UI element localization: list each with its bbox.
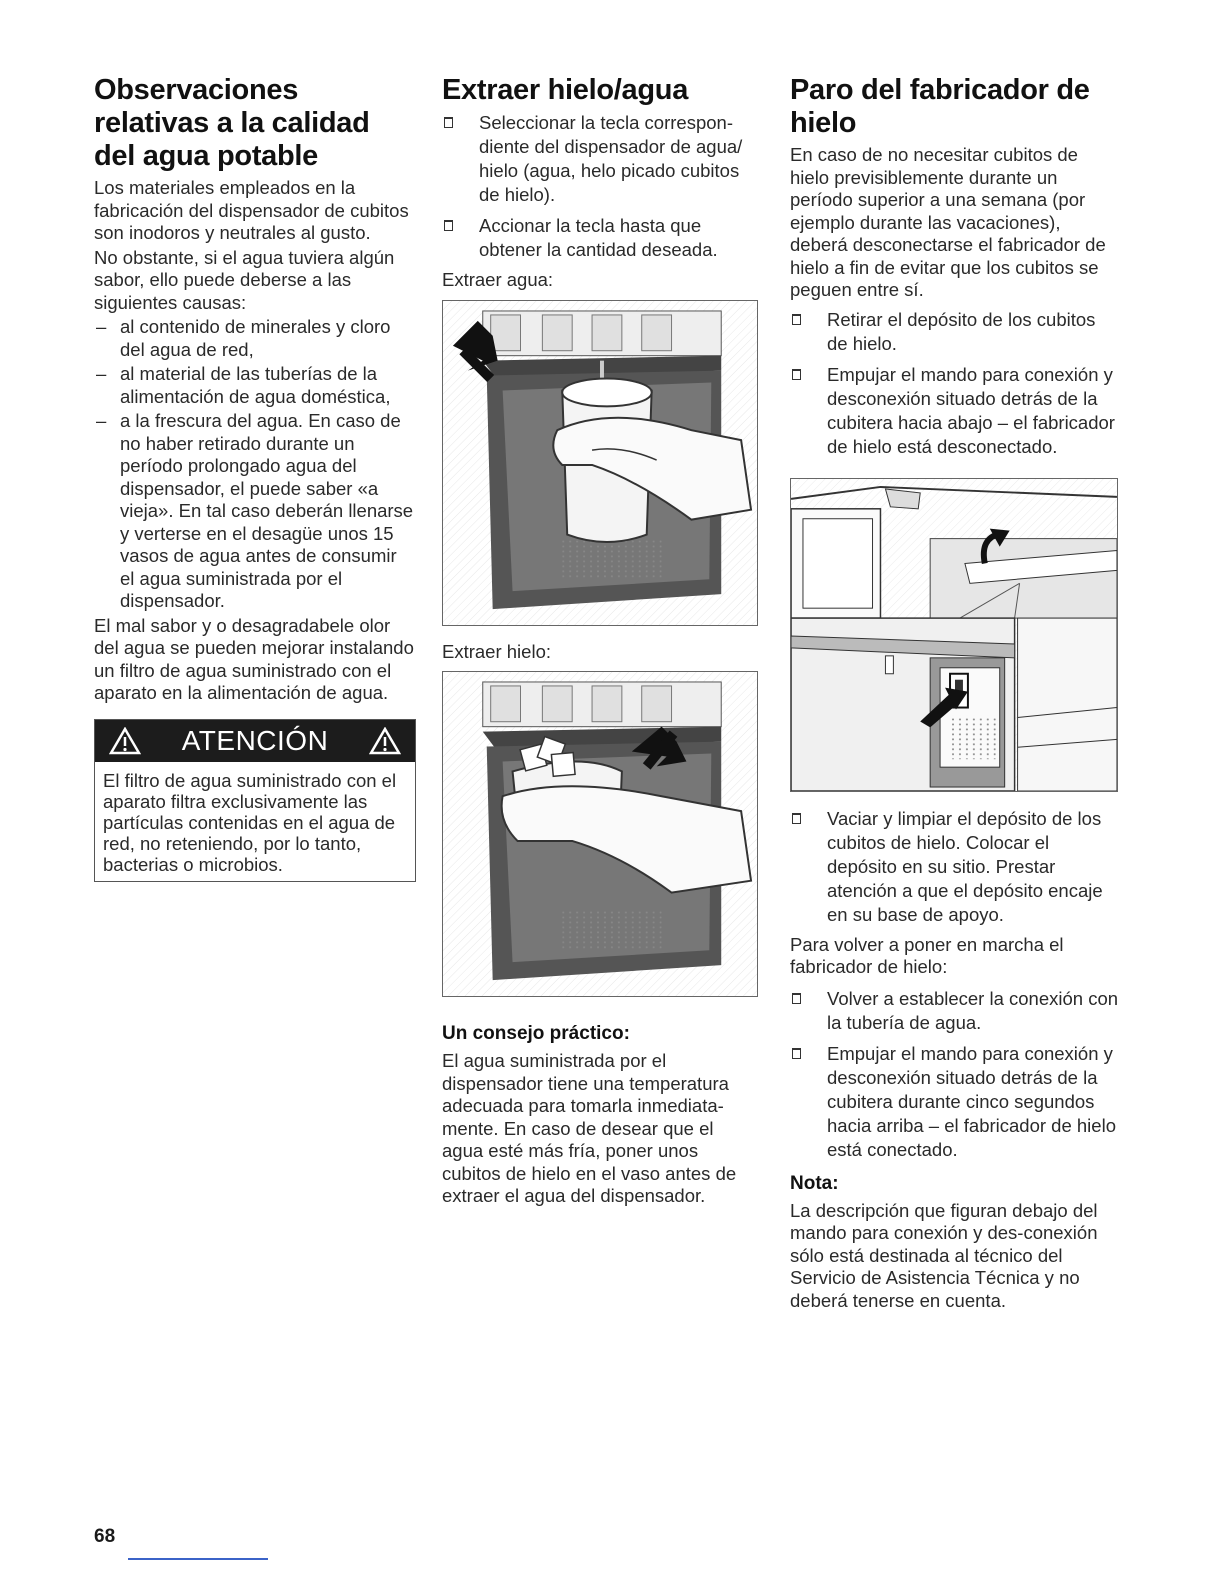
illustration-dispense-ice xyxy=(442,671,758,997)
checkbox-bullet-icon xyxy=(792,369,801,380)
note-text: La descripción que figuran debajo del mando para conexión y des-conexión sólo está destinada al técnico del Servicio de Asistencia Técnica y no deberá tenerse en cuenta. xyxy=(790,1199,1098,1311)
tip-text: El agua suministrada por el dispensador tiene una temperatura adecuada para tomarla inmediata-mente. En caso de desear que el agua esté más fría, poner unos cubitos de hielo en el vaso antes de extraer el agua del dispensador. xyxy=(442,1050,737,1206)
checkbox-bullet-icon xyxy=(444,117,453,128)
dash-marker: – xyxy=(96,316,107,337)
list-item: Vaciar y limpiar el depósito de los cubitos de hielo. Colocar el depósito en su sitio. Prestar atención a que el depósito encaje en su base de apoyo. xyxy=(790,807,1120,927)
list-item: – al contenido de minerales y cloro del agua de red, xyxy=(96,316,391,360)
paragraph-materials: Los materiales empleados en la fabricación del dispensador de cubitos son inodoros y neutrales al gusto. xyxy=(94,177,409,243)
checkbox-bullet-icon xyxy=(444,220,453,231)
column-icemaker-stop xyxy=(790,70,1120,1314)
list-item: Accionar la tecla hasta que obtener la cantidad deseada. xyxy=(442,214,758,262)
list-item: Volver a establecer la conexión con la tubería de agua. xyxy=(790,987,1120,1035)
dash-marker: – xyxy=(96,410,107,431)
dash-marker: – xyxy=(96,363,107,384)
section-title-dispense: Extraer hielo/agua xyxy=(442,74,689,106)
causes-list xyxy=(94,316,416,613)
illustration-dispense-water xyxy=(442,300,758,626)
paragraph-filter-improve: El mal sabor y o desagradabele olor del agua se pueden mejorar instalando un filtro de agua suministrado con el aparato en la alimentación de agua. xyxy=(94,614,414,703)
checkbox-bullet-icon xyxy=(792,993,801,1004)
warning-triangle-icon xyxy=(369,727,401,755)
warning-triangle-icon xyxy=(109,727,141,755)
restart-steps xyxy=(790,987,1120,1162)
footer-divider xyxy=(128,1558,268,1560)
tip-title: Un consejo práctico: xyxy=(442,1023,630,1044)
warning-title: ATENCIÓN xyxy=(181,724,329,756)
warning-box xyxy=(94,719,416,882)
illustration-icemaker-switch xyxy=(790,478,1118,792)
checkbox-bullet-icon xyxy=(792,314,801,325)
list-item: Retirar el depósito de los cubitos de hielo. xyxy=(790,308,1120,356)
dispense-steps xyxy=(442,111,758,262)
paragraph-vacation: En caso de no necesitar cubitos de hielo previsiblemente durante un período superior a una semana (por ejemplo durante las vacaciones), deberá desconectarse el fabricador de hielo a fin de evitar que los cubitos se peguen entre sí. xyxy=(790,144,1106,300)
label-extract-water: Extraer agua: xyxy=(442,269,554,290)
column-water-quality xyxy=(94,70,416,882)
clean-steps xyxy=(790,807,1120,927)
section-title-icemaker-stop: Paro del fabricador de hielo xyxy=(790,74,1090,139)
warning-text: El filtro de agua suministrado con el aparato filtra exclusivamente las partículas contenidas en el agua de red, no reteniendo, por lo tanto, bacterias o microbios. xyxy=(103,769,397,875)
paragraph-restart: Para volver a poner en marcha el fabricador de hielo: xyxy=(790,933,1064,977)
list-item: Seleccionar la tecla correspon-diente del dispensador de agua/ hielo (agua, helo picado cubitos de hielo). xyxy=(442,111,758,207)
checkbox-bullet-icon xyxy=(792,1048,801,1059)
checkbox-bullet-icon xyxy=(792,813,801,824)
page-number: 68 xyxy=(94,1526,116,1547)
paragraph-taste-causes: No obstante, si el agua tuviera algún sabor, ello puede deberse a las siguientes causas: xyxy=(94,246,395,313)
list-item: Empujar el mando para conexión y desconexión situado detrás de la cubitera durante cinco segundos hacia arriba – el fabricador de hielo está conectado. xyxy=(790,1042,1120,1162)
stop-steps xyxy=(790,308,1120,459)
note-title: Nota: xyxy=(790,1172,839,1194)
label-extract-ice: Extraer hielo: xyxy=(442,640,551,662)
list-item: – a la frescura del agua. En caso de no haber retirado durante un período prolongado agua del dispensador, el puede saber «a vieja». En tal caso deberán llenarse y verterse en el desagüe unos 15 vasos de agua antes de consumir el agua suministrada por el dispensador. xyxy=(96,410,414,611)
warning-header xyxy=(95,720,415,762)
section-title-water-quality: Observaciones relativas a la calidad del agua potable xyxy=(94,74,370,172)
column-dispense xyxy=(442,70,758,1210)
list-item: Empujar el mando para conexión y desconexión situado detrás de la cubitera hacia abajo – el fabricador de hielo está desconectado. xyxy=(790,363,1120,459)
list-item: – al material de las tuberías de la alimentación de agua doméstica, xyxy=(96,363,391,407)
